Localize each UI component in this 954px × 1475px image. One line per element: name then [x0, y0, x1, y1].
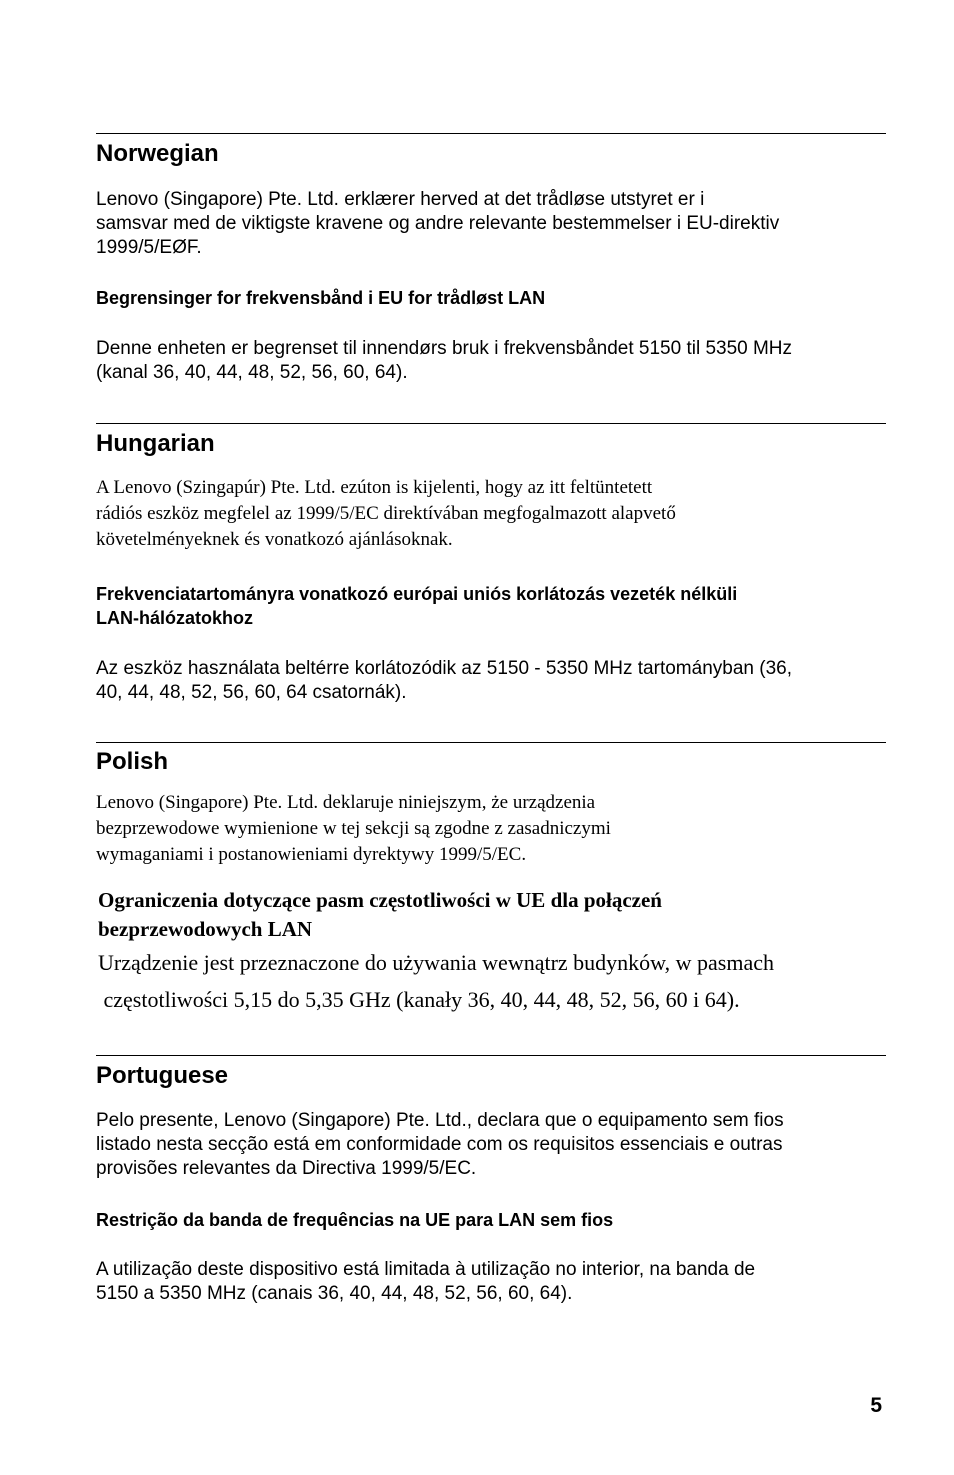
section-heading-portuguese: Portuguese	[96, 1062, 229, 1089]
hungarian-declaration	[96, 475, 896, 553]
polish-restriction	[98, 944, 898, 1018]
text-line: rádiós eszköz megfelel az 1999/5/EC direktívában megfogalmazott alapvető	[96, 503, 676, 524]
text-line: követelményeknek és vonatkozó ajánlásoknak.	[96, 529, 453, 550]
text-line: Lenovo (Singapore) Pte. Ltd. deklaruje niniejszym, że urządzenia	[96, 792, 596, 813]
text-line: częstotliwości 5,15 do 5,35 GHz (kanały 36, 40, 44, 48, 52, 56, 60 i 64).	[98, 987, 740, 1012]
text-line: samsvar med de viktigste kravene og andre relevante bestemmelser i EU-direktiv	[96, 213, 780, 234]
text-line: Lenovo (Singapore) Pte. Ltd. erklærer herved at det trådløse utstyret er i	[96, 189, 705, 210]
portuguese-subheading: Restrição da banda de frequências na UE para LAN sem fios	[96, 1210, 614, 1230]
text-line: Urządzenie jest przeznaczone do używania wewnątrz budynków, w pasmach	[98, 950, 774, 975]
section-divider	[96, 423, 886, 424]
polish-declaration	[96, 790, 896, 868]
text-line: bezprzewodowe wymienione w tej sekcji są zgodne z zasadniczymi	[96, 818, 611, 839]
polish-subheading	[98, 886, 898, 944]
text-line: 40, 44, 48, 52, 56, 60, 64 csatornák).	[96, 682, 407, 703]
text-line: Ograniczenia dotyczące pasm częstotliwości w UE dla połączeń	[98, 888, 662, 912]
text-line: 1999/5/EØF.	[96, 237, 202, 258]
hungarian-subheading	[96, 582, 896, 630]
text-line: provisões relevantes da Directiva 1999/5/EC.	[96, 1158, 477, 1179]
text-line: 5150 a 5350 MHz (canais 36, 40, 44, 48, 52, 56, 60, 64).	[96, 1283, 573, 1304]
text-line: Pelo presente, Lenovo (Singapore) Pte. Ltd., declara que o equipamento sem fios	[96, 1110, 784, 1131]
text-line: (kanal 36, 40, 44, 48, 52, 56, 60, 64).	[96, 362, 408, 383]
text-line: Frekvenciatartományra vonatkozó európai uniós korlátozás vezeték nélküli	[96, 584, 738, 604]
portuguese-declaration	[96, 1109, 896, 1181]
section-divider	[96, 133, 886, 134]
section-heading-hungarian: Hungarian	[96, 430, 215, 457]
norwegian-declaration	[96, 188, 896, 260]
text-line: LAN-hálózatokhoz	[96, 608, 253, 628]
text-line: A utilização deste dispositivo está limitada à utilização no interior, na banda de	[96, 1259, 756, 1280]
text-line: Az eszköz használata beltérre korlátozódik az 5150 - 5350 MHz tartományban (36,	[96, 658, 792, 679]
norwegian-restriction	[96, 337, 896, 385]
page-number: 5	[870, 1394, 882, 1417]
section-heading-norwegian: Norwegian	[96, 140, 219, 167]
portuguese-restriction	[96, 1258, 896, 1306]
section-heading-polish: Polish	[96, 748, 169, 775]
hungarian-restriction	[96, 657, 896, 705]
text-line: bezprzewodowych LAN	[98, 917, 313, 941]
text-line: wymaganiami i postanowieniami dyrektywy 1999/5/EC.	[96, 844, 527, 865]
text-line: A Lenovo (Szingapúr) Pte. Ltd. ezúton is kijelenti, hogy az itt feltüntetett	[96, 477, 653, 498]
section-divider	[96, 1055, 886, 1056]
norwegian-subheading: Begrensinger for frekvensbånd i EU for trådløst LAN	[96, 288, 546, 308]
text-line: listado nesta secção está em conformidade com os requisitos essenciais e outras	[96, 1134, 783, 1155]
section-divider	[96, 742, 886, 743]
text-line: Denne enheten er begrenset til innendørs bruk i frekvensbåndet 5150 til 5350 MHz	[96, 338, 793, 359]
